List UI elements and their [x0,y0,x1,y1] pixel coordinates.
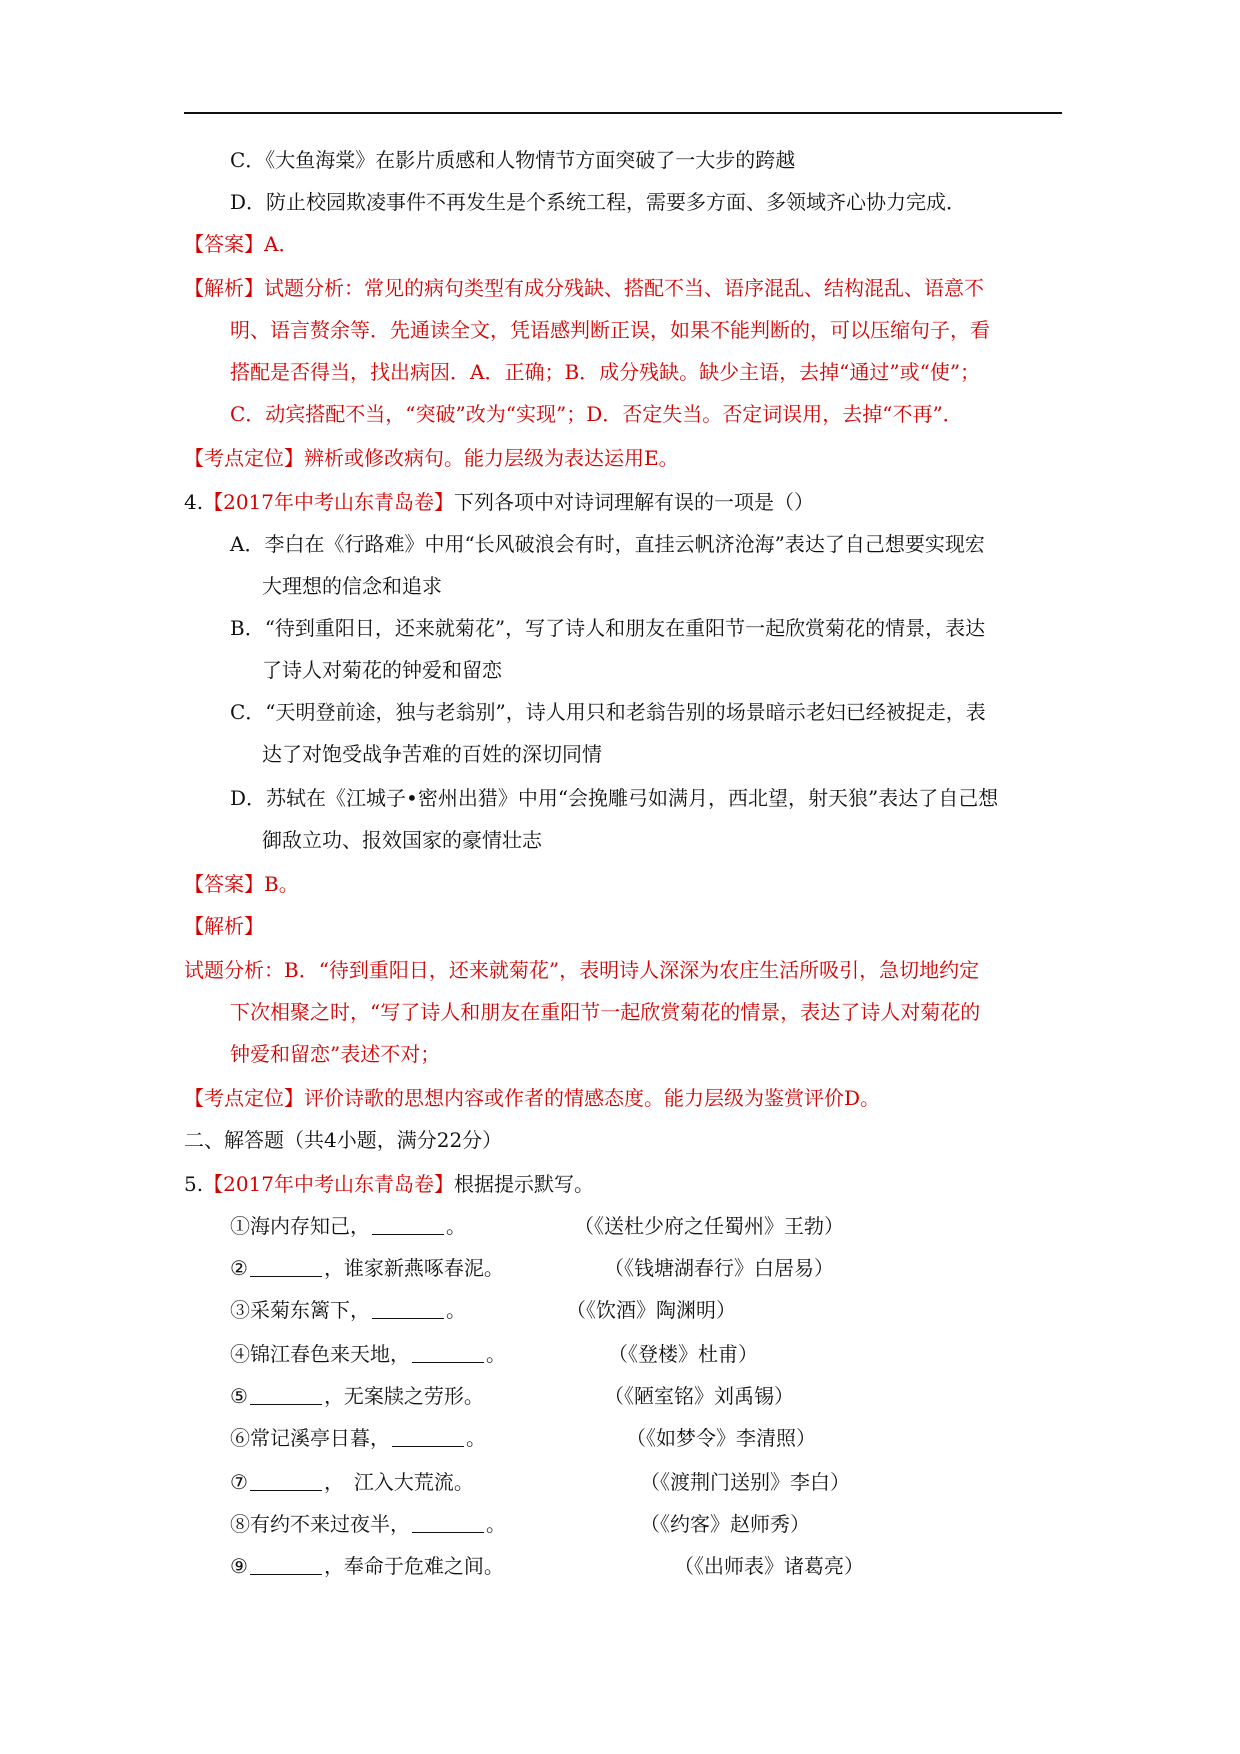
q4-kaodian-text: 评价诗歌的思想内容或作者的情感态度。能力层级为鉴赏评价D。 [304,1086,881,1110]
q5-item-9-before: ⑨ [230,1554,248,1578]
q5-item-7-source: （《渡荆门送别》李白） [640,1470,850,1494]
q5-item-7-blank[interactable] [250,1470,322,1491]
q4-analysis-line-2: 下次相聚之时，“写了诗人和朋友在重阳节一起欣赏菊花的情景，表达了诗人对菊花的 [230,1000,981,1024]
q4-stem-line [184,488,814,516]
q5-item-8-blank[interactable] [412,1512,484,1533]
q5-item-5-before: ⑤ [230,1384,248,1408]
q5-item-5-blank[interactable] [250,1384,322,1405]
q5-item-3-after: 。 [446,1298,466,1322]
q4-option-c-line-1: C．“天明登前途，独与老翁别”，诗人用只和老翁告别的场景暗示老妇已经被捉走，表 [230,700,986,724]
q4-analysis-line-1: 试题分析：B．“待到重阳日，还来就菊花”，表明诗人深深为农庄生活所吸引，急切地约定 [184,958,980,982]
q4-option-b-line-1: B．“待到重阳日，还来就菊花”，写了诗人和朋友在重阳节一起欣赏菊花的情景，表达 [230,616,986,640]
q5-item-3 [230,1296,466,1324]
q5-item-4-blank[interactable] [412,1342,484,1363]
q5-item-5-after: ，无案牍之劳形。 [323,1384,484,1408]
q5-item-7-after: ， 江入大荒流。 [323,1470,474,1494]
q5-item-2-source: （《钱塘湖春行》白居易） [604,1256,834,1280]
q4-option-a-line-1: A．李白在《行路难》中用“长风破浪会有时，直挂云帆济沧海”表达了自己想要实现宏 [230,532,985,556]
q4-option-a-line-2: 大理想的信念和追求 [262,574,442,598]
q4-option-d-line-2: 御敌立功、报效国家的豪情壮志 [262,828,542,852]
q5-number: 5. [184,1172,204,1196]
q5-item-2-blank[interactable] [250,1256,322,1277]
q3-option-d: D．防止校园欺凌事件不再发生是个系统工程，需要多方面、多领域齐心协力完成． [230,190,967,214]
q5-item-6-source: （《如梦令》李清照） [626,1426,816,1450]
q5-item-3-source: （《饮酒》陶渊明） [566,1298,736,1322]
q4-option-d-line-1: D．苏轼在《江城子•密州出猎》中用“会挽雕弓如满月，西北望，射天狼”表达了自己想 [230,786,999,810]
q5-item-4-before: ④锦江春色来天地， [230,1342,410,1366]
q5-stem-line [184,1170,594,1198]
q3-analysis-label: 【解析】 [184,276,264,300]
q5-item-2-before: ② [230,1256,248,1280]
q3-kaodian-label: 【考点定位】 [184,446,304,470]
q4-option-c-line-2: 达了对饱受战争苦难的百姓的深切同情 [262,742,602,766]
q5-item-4-source: （《登楼》杜甫） [608,1342,758,1366]
q5-item-6-before: ⑥常记溪亭日暮， [230,1426,390,1450]
q3-analysis-line-2: 明、语言赘余等．先通读全文，凭语感判断正误，如果不能判断的，可以压缩句子，看 [230,318,990,342]
q5-item-4 [230,1340,506,1368]
q5-item-9-source: （《出师表》诸葛亮） [674,1554,864,1578]
q5-item-2-after: ，谁家新燕啄春泥。 [323,1256,504,1280]
q5-item-7 [230,1468,474,1496]
section2-title: 二、解答题（共4小题，满分22分） [184,1128,503,1152]
q5-item-6 [230,1424,486,1452]
q3-analysis-line-1 [184,274,984,302]
q3-answer: 【答案】A． [184,232,299,256]
q5-item-3-before: ③采菊东篱下， [230,1298,370,1322]
q4-stem: 下列各项中对诗词理解有误的一项是（） [454,490,814,514]
q5-item-8 [230,1510,506,1538]
q3-kaodian [184,444,679,472]
q3-analysis-line-4: C．动宾搭配不当，“突破”改为“实现”；D．否定失当。否定词误用，去掉“不再”． [230,402,963,426]
q5-item-7-before: ⑦ [230,1470,248,1494]
q5-item-9 [230,1552,504,1580]
q5-item-1-after: 。 [446,1214,466,1238]
q5-item-1-blank[interactable] [372,1214,444,1235]
q5-item-2 [230,1254,504,1282]
q5-item-8-before: ⑧有约不来过夜半， [230,1512,410,1536]
q5-item-1-source: （《送杜少府之任蜀州》王勃） [574,1214,844,1238]
q4-source-tag: 【2017年中考山东青岛卷】 [203,490,454,514]
q5-item-6-after: 。 [466,1426,486,1450]
q4-analysis-line-3: 钟爱和留恋”表述不对； [230,1042,441,1066]
q4-kaodian-label: 【考点定位】 [184,1086,304,1110]
q5-source-tag: 【2017年中考山东青岛卷】 [203,1172,454,1196]
q5-item-8-after: 。 [486,1512,506,1536]
q5-item-9-blank[interactable] [250,1554,322,1575]
q5-item-4-after: 。 [486,1342,506,1366]
q3-option-c: C．《大鱼海棠》在影片质感和人物情节方面突破了一大步的跨越 [230,148,796,172]
q5-item-9-after: ，奉命于危难之间。 [323,1554,504,1578]
q3-analysis-text-1: 试题分析：常见的病句类型有成分残缺、搭配不当、语序混乱、结构混乱、语意不 [264,276,984,300]
q4-answer: 【答案】B。 [184,872,299,896]
q5-item-1-before: ①海内存知己， [230,1214,370,1238]
q5-item-1 [230,1212,466,1240]
q3-kaodian-text: 辨析或修改病句。能力层级为表达运用E。 [304,446,679,470]
q4-number: 4. [184,490,204,514]
q5-stem: 根据提示默写。 [454,1172,594,1196]
q5-item-5-source: （《陋室铭》刘禹锡） [604,1384,794,1408]
q5-item-5 [230,1382,484,1410]
q4-kaodian [184,1084,880,1112]
q5-item-8-source: （《约客》赵师秀） [640,1512,810,1536]
q5-item-6-blank[interactable] [392,1426,464,1447]
q4-option-b-line-2: 了诗人对菊花的钟爱和留恋 [262,658,502,682]
header-rule [184,112,1062,114]
q5-item-3-blank[interactable] [372,1298,444,1319]
q4-analysis-label: 【解析】 [184,914,264,938]
q3-analysis-line-3: 搭配是否得当，找出病因．A．正确；B．成分残缺。缺少主语，去掉“通过”或“使”； [230,360,981,384]
